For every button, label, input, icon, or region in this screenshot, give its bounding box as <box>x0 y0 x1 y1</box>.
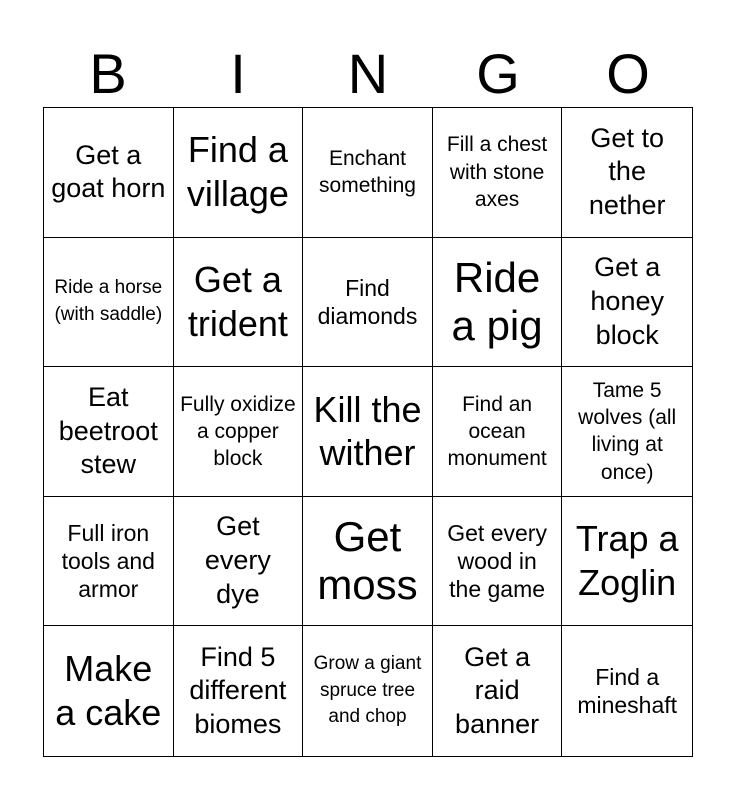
cell-label: Get moss <box>317 512 418 609</box>
cell-label: Kill the wither <box>313 388 422 474</box>
cell-label: Fill a chest with stone axes <box>446 133 548 211</box>
bingo-cell[interactable] <box>303 108 433 238</box>
bingo-cell[interactable] <box>174 238 304 368</box>
bingo-cell[interactable] <box>303 367 433 497</box>
bingo-cell[interactable] <box>174 497 304 627</box>
cell-label: Get every dye <box>204 511 271 609</box>
bingo-board <box>43 107 693 757</box>
cell-label: Trap a Zoglin <box>575 518 679 604</box>
bingo-cell[interactable] <box>174 626 304 756</box>
bingo-cell[interactable] <box>303 238 433 368</box>
cell-label: Find 5 different biomes <box>189 641 287 740</box>
bingo-cell[interactable] <box>433 497 563 627</box>
bingo-cell[interactable] <box>44 497 174 627</box>
bingo-cell[interactable] <box>562 367 692 497</box>
bingo-cell[interactable] <box>433 367 563 497</box>
bingo-cell[interactable] <box>562 238 692 368</box>
cell-label: Get to the nether <box>588 122 666 221</box>
cell-label: Ride a pig <box>451 253 543 349</box>
bingo-cell[interactable] <box>303 626 433 756</box>
cell-label: Full iron tools and armor <box>61 520 155 603</box>
bingo-cell[interactable] <box>44 367 174 497</box>
header-letter-o: O <box>606 42 650 105</box>
cell-label: Tame 5 wolves (all living at once) <box>578 378 677 484</box>
header-letter-g: G <box>476 42 520 105</box>
cell-label: Ride a horse (with saddle) <box>54 277 163 325</box>
cell-label: Eat beetroot stew <box>58 381 158 480</box>
cell-label: Enchant something <box>319 147 416 198</box>
header-letter-b: B <box>89 42 127 105</box>
cell-label: Find diamonds <box>317 274 418 329</box>
header-letter-n: N <box>347 42 389 105</box>
bingo-header <box>43 40 693 108</box>
cell-label: Find a mineshaft <box>577 664 678 719</box>
bingo-cell[interactable] <box>303 497 433 627</box>
cell-label: Make a cake <box>55 648 162 734</box>
cell-label: Get a goat horn <box>51 139 166 204</box>
cell-label: Fully oxidize a copper block <box>180 392 296 471</box>
bingo-cell[interactable] <box>44 626 174 756</box>
bingo-cell[interactable] <box>433 238 563 368</box>
bingo-cell[interactable] <box>562 497 692 627</box>
bingo-cell[interactable] <box>44 238 174 368</box>
bingo-cell[interactable] <box>174 367 304 497</box>
bingo-cell[interactable] <box>433 108 563 238</box>
cell-label: Get a trident <box>187 258 288 344</box>
bingo-cell[interactable] <box>562 108 692 238</box>
bingo-cell[interactable] <box>174 108 304 238</box>
cell-label: Grow a giant spruce tree and chop <box>313 653 422 728</box>
cell-label: Find a village <box>186 129 289 215</box>
bingo-cell[interactable] <box>433 626 563 756</box>
bingo-cell[interactable] <box>562 626 692 756</box>
cell-label: Find an ocean monument <box>447 392 547 471</box>
cell-label: Get a honey block <box>590 252 664 350</box>
header-letter-i: I <box>230 42 246 105</box>
cell-label: Get a raid banner <box>455 641 540 740</box>
bingo-cell[interactable] <box>44 108 174 238</box>
cell-label: Get every wood in the game <box>447 520 547 603</box>
